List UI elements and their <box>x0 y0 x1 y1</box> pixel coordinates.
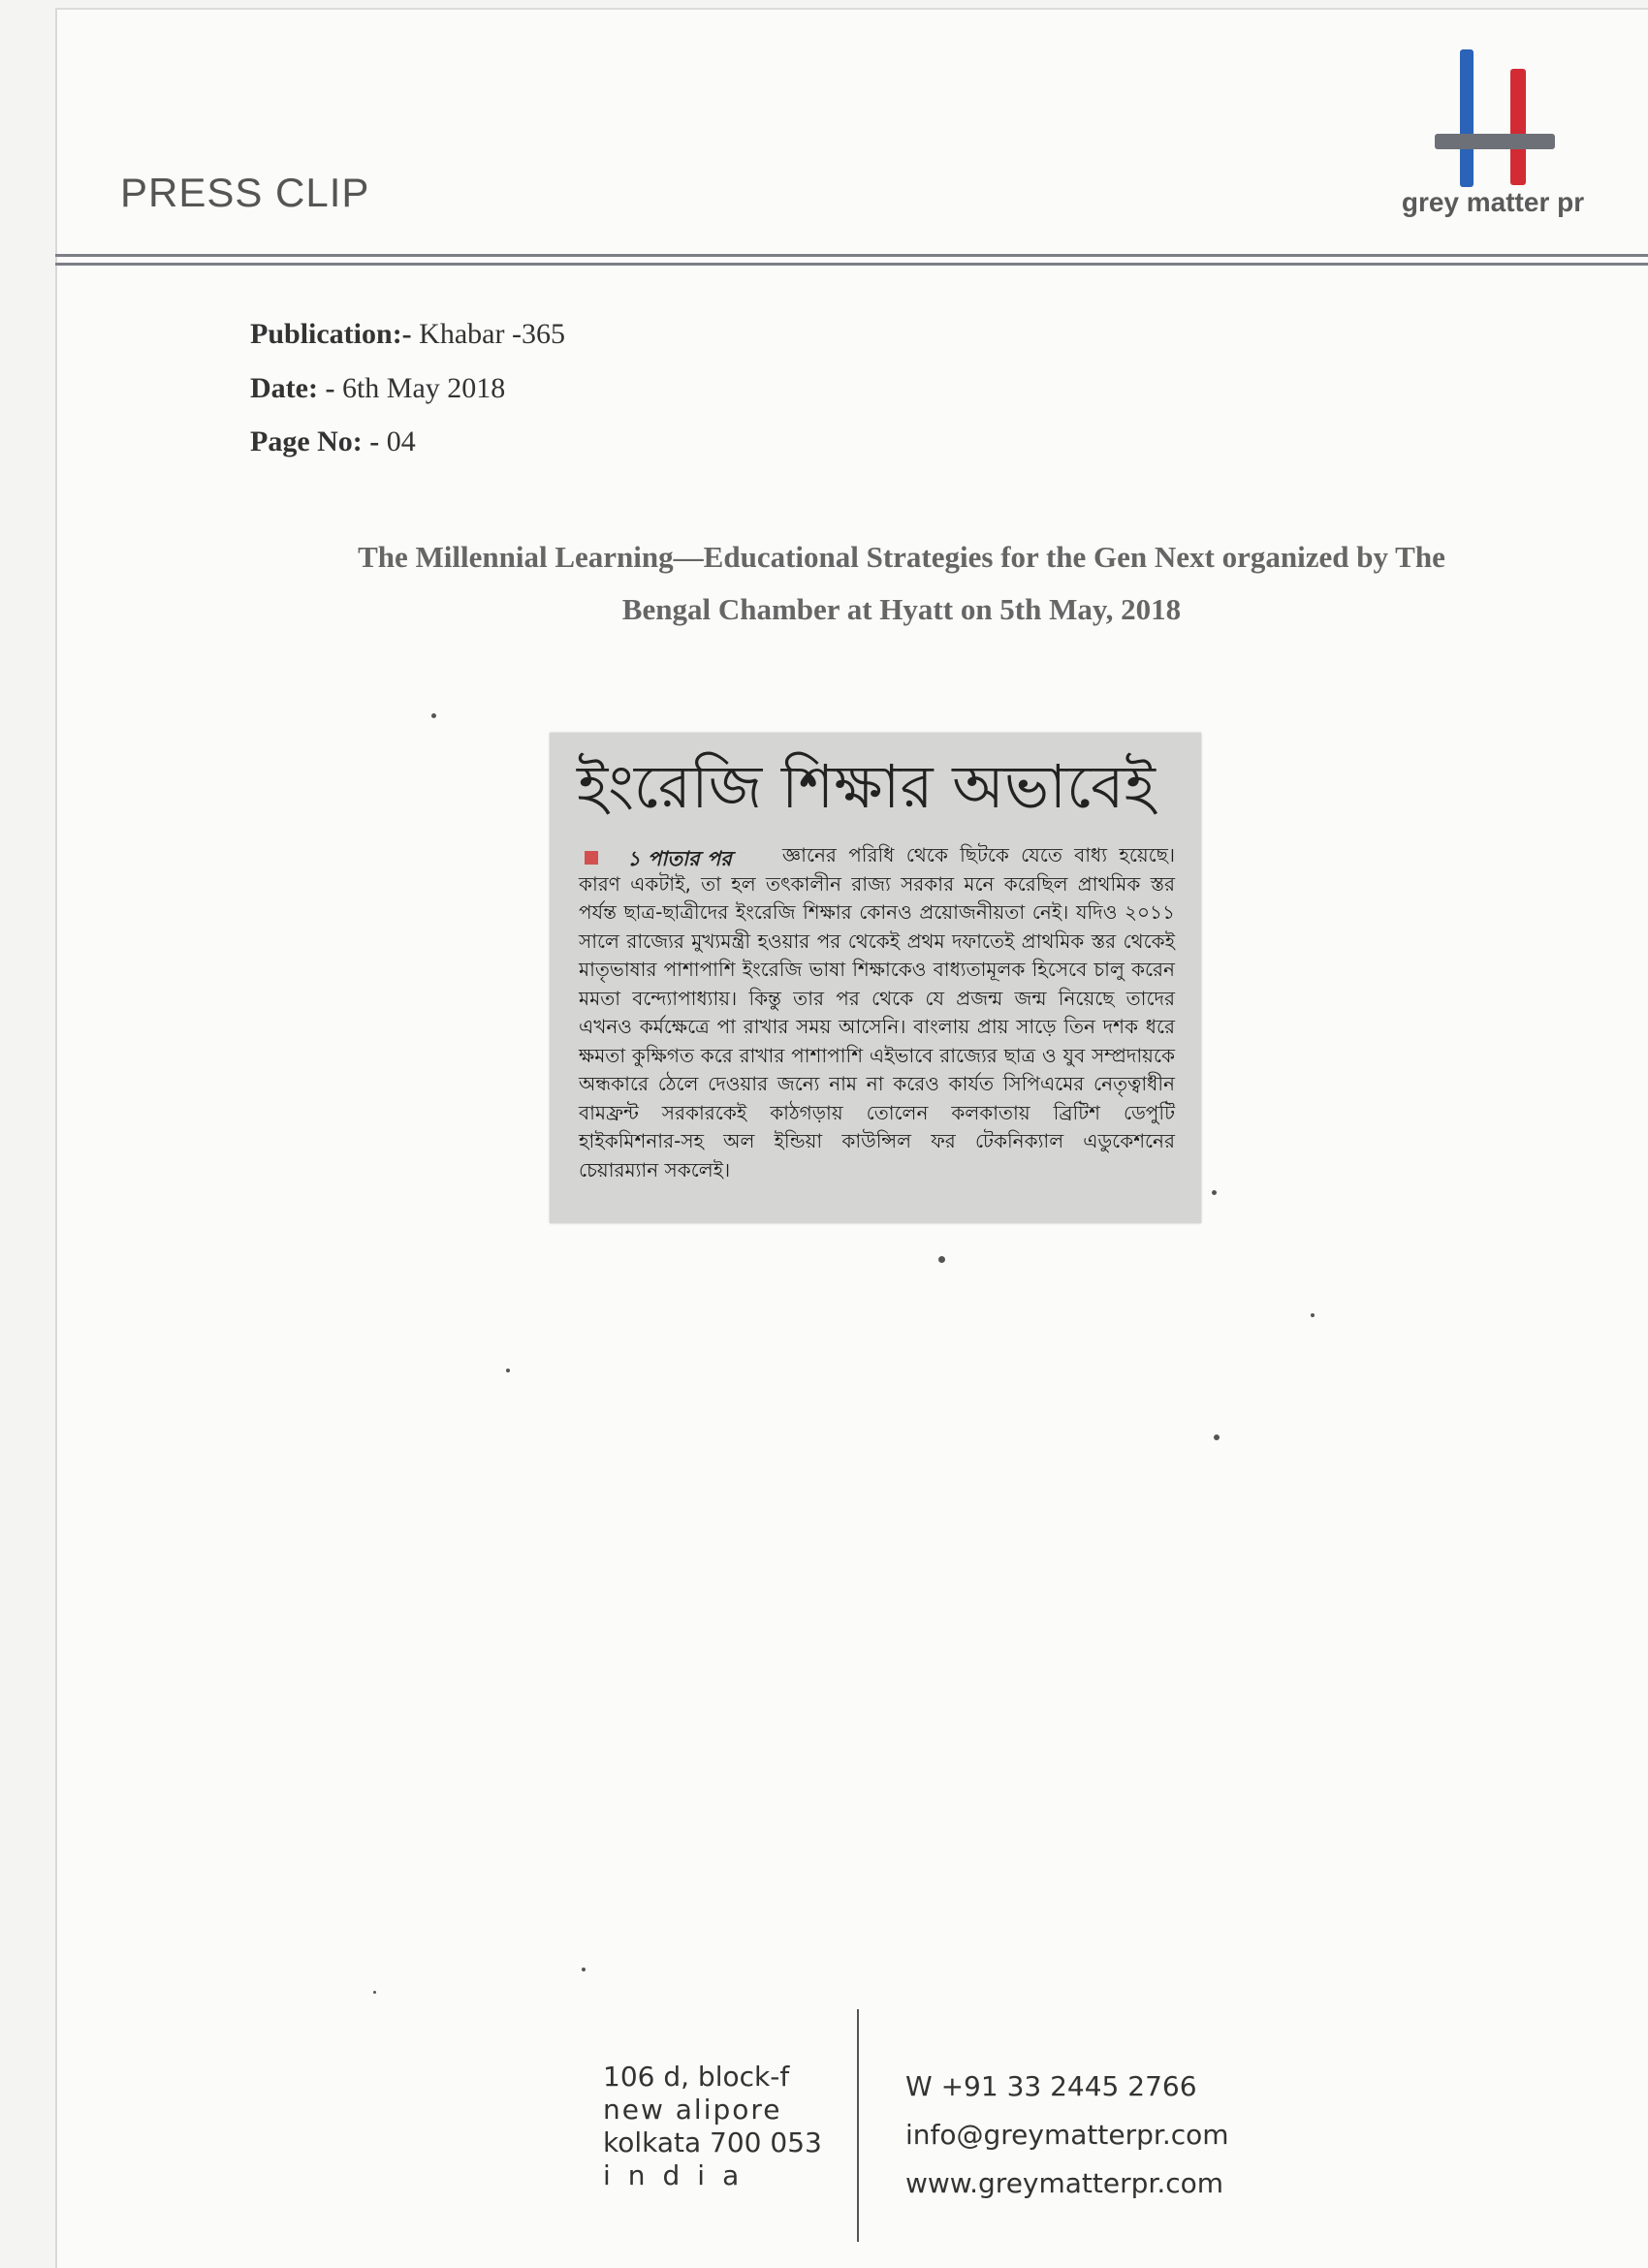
paper-speck <box>1212 1190 1217 1195</box>
publication-line <box>250 318 565 351</box>
newspaper-clipping <box>550 733 1201 1223</box>
paper-speck <box>373 1991 376 1994</box>
paper-speck <box>582 1968 586 1971</box>
publication-value: Khabar -365 <box>419 318 565 350</box>
address-line-1: 106 d, block-f <box>603 2061 790 2093</box>
date-line <box>250 372 505 405</box>
date-label: Date: - <box>250 372 335 404</box>
page-number-value: 04 <box>386 425 416 457</box>
page-number-label: Page No: - <box>250 425 380 457</box>
paper-speck <box>1214 1434 1220 1440</box>
header-divider <box>55 254 1648 257</box>
page-number-line <box>250 425 416 458</box>
paper-speck <box>938 1256 945 1263</box>
header-divider-secondary <box>55 263 1648 266</box>
email-address[interactable]: info@greymatterpr.com <box>905 2119 1229 2151</box>
footer-contact <box>905 2063 1229 2208</box>
clipping-headline: ইংরেজি শিক্ষার অভাবেই <box>577 751 1156 822</box>
event-title-line-2: Bengal Chamber at Hyatt on 5th May, 2018 <box>621 592 1182 626</box>
event-title-line-1: The Millennial Learning—Educational Strategies for the Gen Next organized by The <box>358 540 1445 574</box>
address-line-4: india <box>603 2159 757 2191</box>
paper-speck <box>431 713 436 718</box>
logo-text: grey matter pr <box>1401 187 1585 217</box>
event-title <box>145 531 1648 636</box>
website-link[interactable]: www.greymatterpr.com <box>905 2167 1224 2199</box>
paper-speck <box>506 1369 510 1372</box>
footer-address <box>603 2061 822 2192</box>
paper-speck <box>1311 1313 1315 1317</box>
phone-number: W +91 33 2445 2766 <box>905 2070 1197 2102</box>
address-line-3: kolkata 700 053 <box>603 2126 822 2158</box>
grey-matter-h-icon <box>1425 44 1561 189</box>
logo <box>1386 44 1600 228</box>
publication-label: Publication:- <box>250 318 412 350</box>
clipping-body <box>579 841 1175 1184</box>
continued-label: ১ পাতার পর <box>627 847 732 870</box>
press-clip-label: PRESS CLIP <box>120 170 370 215</box>
clipping-body-text: জ্ঞানের পরিধি থেকে ছিটকে যেতে বাধ্য হয়েছে। কারণ একটাই, তা হল তৎকালীন রাজ্য সরকার মনে করেছিল প্রাথমিক স্তর পর্যন্ত ছাত্র-ছাত্রীদের ইংরেজি শিক্ষার কোনও প্রয়োজনীয়তা নেই। যদিও ২০১১ সালে রাজ্যের মুখ্যমন্ত্রী হওয়ার পর থেকেই প্রথম দফাতেই প্রাথমিক স্তর থেকেই মাতৃভাষার পাশাপাশি ইংরেজি ভাষা শিক্ষাকেও বাধ্যতামূলক হিসেবে চালু করেন মমতা বন্দ্যোপাধ্যায়। কিন্তু তার পর থেকে যে প্রজন্ম জন্ম নিয়েছে তাদের এখনও কর্মক্ষেত্রে পা রাখার সময় আসেনি। বাংলায় প্রায় সাড়ে তিন দশক ধরে ক্ষমতা কুক্ষিগত করে রাখার পাশাপাশি এইভাবে রাজ্যের ছাত্র ও যুব সম্প্রদায়কে অন্ধকারে ঠেলে দেওয়ার জন্যে নাম না করেও কার্যত সিপিএমের নেতৃত্বাধীন বামফ্রন্ট সরকারকেই কাঠগড়ায় তোলেন কলকাতায় ব্রিটিশ ডেপুটি হাইকমিশনার-সহ অল ইন্ডিয়া কাউন্সিল ফর টেকনিক্যাল এডুকেশনের চেয়ারম্যান সকলেই। <box>579 843 1175 1181</box>
address-line-2: new alipore <box>603 2094 782 2126</box>
footer-divider <box>857 2009 859 2242</box>
date-value: 6th May 2018 <box>341 372 506 404</box>
